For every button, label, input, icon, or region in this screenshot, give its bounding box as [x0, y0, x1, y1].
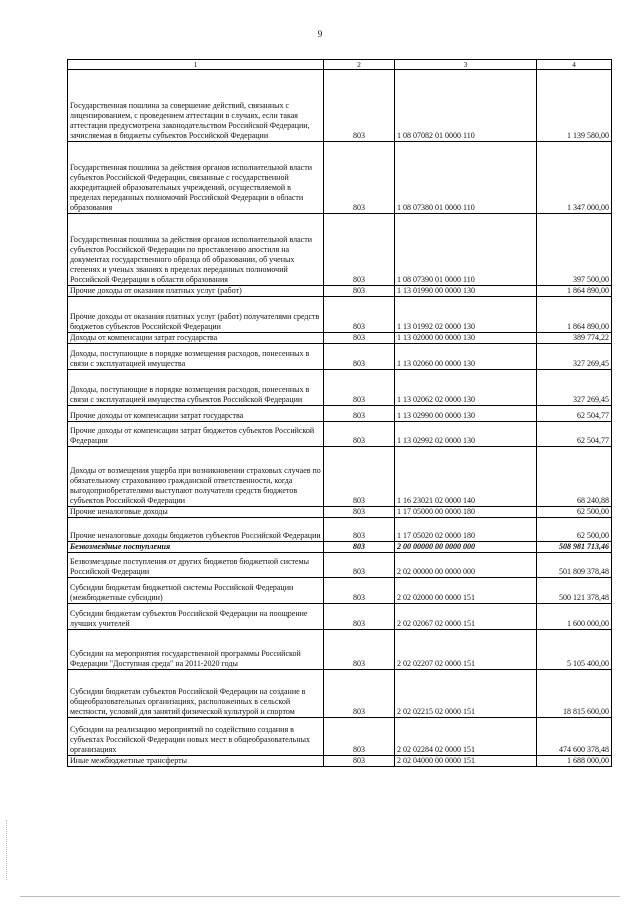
- admin-code-cell: 803: [324, 578, 395, 604]
- table-row: [68, 406, 612, 422]
- revenue-name-cell: Прочие доходы от оказания платных услуг (работ) получателями средств бюджетов субъектов Российской Федерации: [68, 297, 324, 333]
- revenue-name-cell: Доходы, поступающие в порядке возмещения расходов, понесенных в связи с эксплуатацией имущества: [68, 344, 324, 370]
- revenue-name-cell: Прочие доходы от оказания платных услуг (работ): [68, 286, 324, 297]
- amount-cell: 1 864 890,00: [537, 286, 612, 297]
- revenue-name-cell: Субсидии бюджетам субъектов Российской Федерации на создание в общеобразовательных организациях, расположенных в сельской местности, условий для занятий физической культурой и спортом: [68, 670, 324, 718]
- budget-code-cell: 2 02 02215 02 0000 151: [395, 670, 537, 718]
- revenue-name-cell: Государственная пошлина за совершение действий, связанных с лицензированием, с проведением аттестации в случаях, если такая аттестация предусмотрена законодательством Российской Федерации, зачисляемая в бюджеты субъектов Российской Федерации: [68, 70, 324, 142]
- table-row: [68, 214, 612, 286]
- scan-edge-line: [20, 896, 620, 897]
- revenue-name-cell: Прочие неналоговые доходы: [68, 507, 324, 518]
- admin-code-cell: 803: [324, 214, 395, 286]
- budget-revenue-table: [67, 59, 612, 767]
- table-row: [68, 70, 612, 142]
- table-row: [68, 756, 612, 767]
- admin-code-cell: 803: [324, 718, 395, 756]
- table-row: [68, 542, 612, 553]
- budget-code-cell: 1 08 07380 01 0000 110: [395, 142, 537, 214]
- revenue-name-cell: Прочие неналоговые доходы бюджетов субъектов Российской Федерации: [68, 518, 324, 542]
- table-row: [68, 333, 612, 344]
- amount-cell: 1 688 000,00: [537, 756, 612, 767]
- revenue-name-cell: Государственная пошлина за действия органов исполнительной власти субъектов Российской Федерации по проставлению апостиля на документах государственного образца об образовании, об ученых степенях и ученых званиях в пределах переданных полномочий Российской Федерации в области образования: [68, 214, 324, 286]
- amount-cell: 397 500,00: [537, 214, 612, 286]
- amount-cell: 1 600 000,00: [537, 604, 612, 630]
- table-row: [68, 578, 612, 604]
- admin-code-cell: 803: [324, 447, 395, 507]
- table-row: [68, 670, 612, 718]
- amount-cell: 5 105 400,00: [537, 630, 612, 670]
- amount-cell: 500 121 378,48: [537, 578, 612, 604]
- amount-cell: 62 500,00: [537, 507, 612, 518]
- table-row: [68, 553, 612, 578]
- revenue-name-cell: Субсидии бюджетам бюджетной системы Российской Федерации (межбюджетные субсидии): [68, 578, 324, 604]
- revenue-name-cell: Доходы, поступающие в порядке возмещения расходов, понесенных в связи с эксплуатацией имущества субъектов Российской Федерации: [68, 370, 324, 406]
- revenue-name-cell: Субсидии на мероприятия государственной программы Российской Федерации "Доступная среда" на 2011-2020 годы: [68, 630, 324, 670]
- admin-code-cell: 803: [324, 286, 395, 297]
- admin-code-cell: 803: [324, 507, 395, 518]
- amount-cell: 1 347 000,00: [537, 142, 612, 214]
- admin-code-cell: 803: [324, 422, 395, 447]
- budget-code-cell: 1 17 05000 00 0000 180: [395, 507, 537, 518]
- admin-code-cell: 803: [324, 344, 395, 370]
- amount-cell: 62 500,00: [537, 518, 612, 542]
- header-col-1: 1: [68, 60, 324, 70]
- amount-cell: 389 774,22: [537, 333, 612, 344]
- table-row: [68, 370, 612, 406]
- budget-code-cell: 1 13 02990 00 0000 130: [395, 406, 537, 422]
- revenue-name-cell: Безвозмездные поступления: [68, 542, 324, 553]
- amount-cell: 327 269,45: [537, 370, 612, 406]
- budget-code-cell: 2 02 02207 02 0000 151: [395, 630, 537, 670]
- revenue-name-cell: Доходы от возмещения ущерба при возникновении страховых случаев по обязательному страхованию гражданской ответственности, когда выгодоприобретателями выступают получатели средств бюджетов субъектов Российской Федерации: [68, 447, 324, 507]
- budget-code-cell: 1 16 23021 02 0000 140: [395, 447, 537, 507]
- revenue-name-cell: Безвозмездные поступления от других бюджетов бюджетной системы Российской Федерации: [68, 553, 324, 578]
- budget-code-cell: 1 13 01990 00 0000 130: [395, 286, 537, 297]
- amount-cell: 474 600 378,48: [537, 718, 612, 756]
- header-col-2: 2: [324, 60, 395, 70]
- budget-code-cell: 1 13 02992 02 0000 130: [395, 422, 537, 447]
- amount-cell: 62 504,77: [537, 406, 612, 422]
- header-col-3: 3: [395, 60, 537, 70]
- table-row: [68, 447, 612, 507]
- revenue-name-cell: Субсидии на реализацию мероприятий по содействию создания в субъектах Российской Федерации новых мест в общеобразовательных организациях: [68, 718, 324, 756]
- admin-code-cell: 803: [324, 142, 395, 214]
- admin-code-cell: 803: [324, 370, 395, 406]
- admin-code-cell: 803: [324, 406, 395, 422]
- budget-code-cell: 2 02 02000 00 0000 151: [395, 578, 537, 604]
- budget-code-cell: 1 08 07390 01 0000 110: [395, 214, 537, 286]
- table-row: [68, 344, 612, 370]
- budget-code-cell: 2 02 02067 02 0000 151: [395, 604, 537, 630]
- admin-code-cell: 803: [324, 604, 395, 630]
- revenue-name-cell: Иные межбюджетные трансферты: [68, 756, 324, 767]
- amount-cell: 18 815 600,00: [537, 670, 612, 718]
- revenue-name-cell: Прочие доходы от компенсации затрат бюджетов субъектов Российской Федерации: [68, 422, 324, 447]
- amount-cell: 501 809 378,48: [537, 553, 612, 578]
- revenue-name-cell: Доходы от компенсации затрат государства: [68, 333, 324, 344]
- admin-code-cell: 803: [324, 553, 395, 578]
- admin-code-cell: 803: [324, 630, 395, 670]
- budget-code-cell: 1 08 07082 01 0000 110: [395, 70, 537, 142]
- table-row: [68, 630, 612, 670]
- admin-code-cell: 803: [324, 297, 395, 333]
- admin-code-cell: 803: [324, 518, 395, 542]
- amount-cell: 327 269,45: [537, 344, 612, 370]
- budget-code-cell: 1 13 01992 02 0000 130: [395, 297, 537, 333]
- admin-code-cell: 803: [324, 333, 395, 344]
- amount-cell: 1 864 890,00: [537, 297, 612, 333]
- budget-code-cell: 1 17 05020 02 0000 180: [395, 518, 537, 542]
- table-header-row: [68, 60, 612, 70]
- table-row: [68, 286, 612, 297]
- budget-code-cell: 2 02 00000 00 0000 000: [395, 553, 537, 578]
- budget-code-cell: 1 13 02060 00 0000 130: [395, 344, 537, 370]
- table-row: [68, 422, 612, 447]
- budget-code-cell: 2 02 02284 02 0000 151: [395, 718, 537, 756]
- scan-margin-dots: [6, 820, 8, 880]
- amount-cell: 1 139 580,00: [537, 70, 612, 142]
- header-col-4: 4: [537, 60, 612, 70]
- revenue-name-cell: Государственная пошлина за действия органов исполнительной власти субъектов Российской Федерации, связанные с государственной аккредитацией образовательных учреждений, осуществляемой в пределах переданных полномочий Российской Федерации в области образования: [68, 142, 324, 214]
- admin-code-cell: 803: [324, 670, 395, 718]
- table-row: [68, 507, 612, 518]
- amount-cell: 62 504,77: [537, 422, 612, 447]
- table-row: [68, 518, 612, 542]
- table-row: [68, 604, 612, 630]
- table-row: [68, 297, 612, 333]
- admin-code-cell: 803: [324, 756, 395, 767]
- table-row: [68, 718, 612, 756]
- admin-code-cell: 803: [324, 542, 395, 553]
- budget-code-cell: 1 13 02000 00 0000 130: [395, 333, 537, 344]
- revenue-name-cell: Субсидии бюджетам субъектов Российской Федерации на поощрение лучших учителей: [68, 604, 324, 630]
- budget-code-cell: 2 02 04000 00 0000 151: [395, 756, 537, 767]
- budget-code-cell: 1 13 02062 02 0000 130: [395, 370, 537, 406]
- page-number: 9: [317, 29, 323, 39]
- amount-cell: 508 981 713,46: [537, 542, 612, 553]
- revenue-name-cell: Прочие доходы от компенсации затрат государства: [68, 406, 324, 422]
- budget-code-cell: 2 00 00000 00 0000 000: [395, 542, 537, 553]
- admin-code-cell: 803: [324, 70, 395, 142]
- table-row: [68, 142, 612, 214]
- amount-cell: 68 240,88: [537, 447, 612, 507]
